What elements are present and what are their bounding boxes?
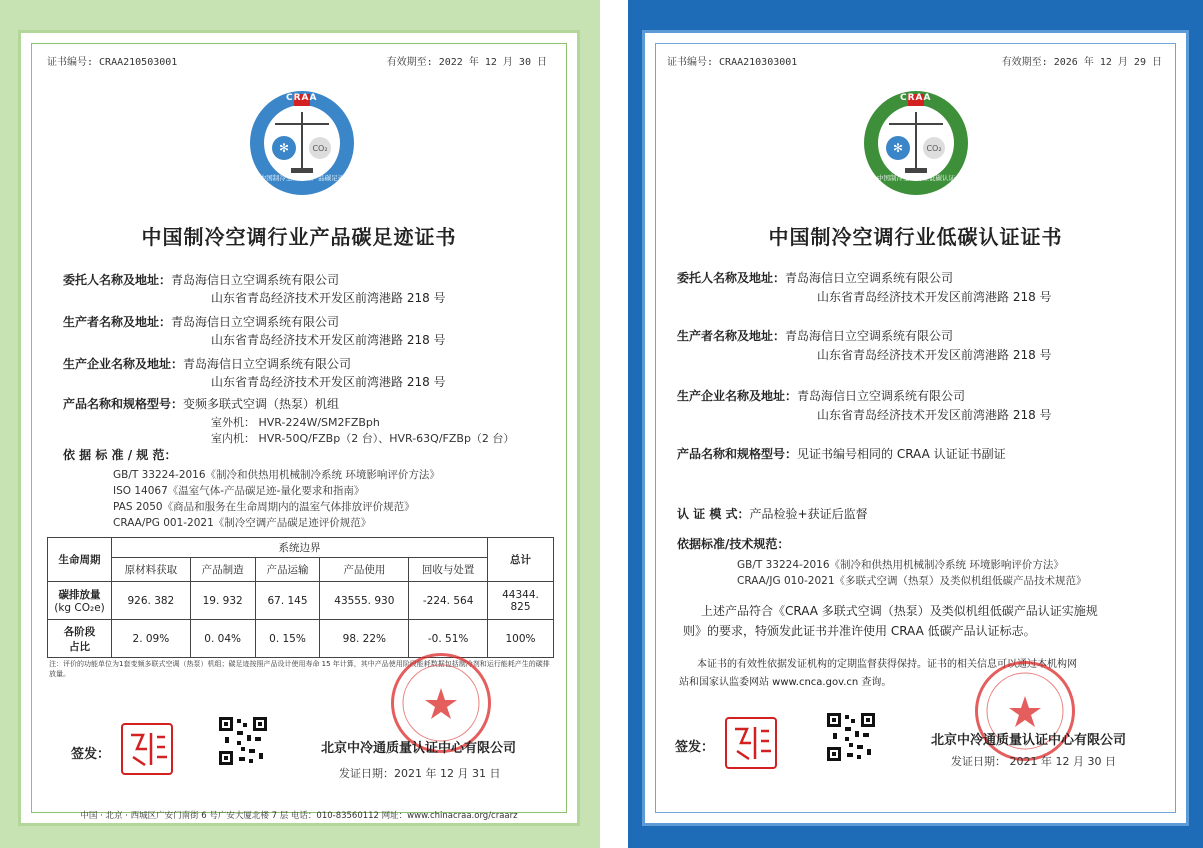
row-label-share: 各阶段 占比	[48, 620, 112, 658]
svg-text:✻: ✻	[278, 141, 290, 155]
table-cell: 44344. 825	[488, 582, 554, 620]
certificate-number: 证书编号: CRAA210503001	[47, 57, 178, 68]
svg-text:CO₂: CO₂	[926, 144, 942, 153]
product-value: 见证书编号相同的 CRAA 认证证书副证	[797, 447, 1006, 461]
factory-label: 生产企业名称及地址：	[63, 357, 184, 371]
client-label: 委托人名称及地址：	[63, 273, 172, 287]
client-address: 山东省青岛经济技术开发区前湾港路 218 号	[817, 290, 1052, 304]
producer-label: 生产者名称及地址：	[63, 315, 172, 329]
table-row	[48, 582, 554, 620]
certificate-footer: 中国 · 北京 · 西城区广安门南街 6 号广安大厦北楼 7 层 电话：010-83560112 网址：www.chinacraa.org/craarz	[80, 811, 518, 821]
factory-field	[677, 387, 965, 405]
product-field	[63, 395, 339, 413]
conformity-statement-line: 则》的要求，特颁发此证书并准许使用 CRAA 低碳产品认证标志。	[683, 624, 1036, 638]
table-row	[48, 620, 554, 658]
boundary-header: 系统边界	[112, 538, 488, 558]
standard-item: ISO 14067《温室气体-产品碳足迹-量化要求和指南》	[113, 485, 365, 497]
factory-name: 青岛海信日立空调系统有限公司	[797, 389, 966, 403]
client-name: 青岛海信日立空调系统有限公司	[171, 273, 340, 287]
row-label-emissions: 碳排放量 (kg CO₂e)	[48, 582, 112, 620]
client-name: 青岛海信日立空调系统有限公司	[785, 271, 954, 285]
product-field	[677, 445, 1006, 463]
producer-field	[677, 327, 953, 345]
certificate-title: 中国制冷空调行业产品碳足迹证书	[141, 225, 457, 249]
certificate-frame	[642, 30, 1189, 826]
producer-field	[63, 313, 339, 331]
factory-address: 山东省青岛经济技术开发区前湾港路 218 号	[817, 408, 1052, 422]
carbon-footprint-certificate	[0, 0, 600, 848]
client-field	[677, 269, 953, 287]
signature-stamp	[725, 717, 777, 769]
validity-note-line: 站和国家认监委网站 www.cnca.gov.cn 查询。	[679, 677, 892, 688]
table-cell: 100%	[488, 620, 554, 658]
validity-note-line: 本证书的有效性依据发证机构的定期监督获得保持。证书的相关信息可以通过本机构网	[697, 659, 1077, 670]
client-label: 委托人名称及地址：	[677, 271, 786, 285]
basis-label: 依据标准/技术规范：	[677, 537, 790, 551]
client-address: 山东省青岛经济技术开发区前湾港路 218 号	[211, 291, 446, 305]
issue-date: 发证日期： 2021 年 12 月 30 日	[951, 755, 1116, 768]
standard-item: PAS 2050《商品和服务在生命周期内的温室气体排放评价规范》	[113, 501, 415, 513]
table-note: 注：评价的功能单位为1套变频多联式空调（热泵）机组；碳足迹按照产品设计使用寿命 15 年计算，其中产品使用阶段能耗数据包括制冷剂和运行能耗产生的碳排放量。	[49, 660, 550, 678]
total-header: 总计	[488, 538, 554, 582]
standard-item: GB/T 33224-2016《制冷和供热用机械制冷系统 环境影响评价方法》	[737, 559, 1064, 571]
sign-label: 签发：	[675, 740, 715, 755]
table-cell: 0. 04%	[190, 620, 255, 658]
mode-field	[677, 505, 868, 523]
producer-name: 青岛海信日立空调系统有限公司	[171, 315, 340, 329]
stage-header: 回收与处置	[409, 558, 488, 582]
product-label: 产品名称和规格型号：	[677, 447, 798, 461]
standard-item: CRAA/JG 010-2021《多联式空调（热泵）及类似机组低碳产品技术规范》	[737, 575, 1087, 587]
signature-stamp	[121, 723, 173, 775]
certificate-frame	[18, 30, 580, 826]
outdoor-unit: 室外机： HVR-224W/SM2FZBph	[211, 416, 380, 429]
product-label: 产品名称和规格型号：	[63, 397, 184, 411]
svg-text:✻: ✻	[892, 141, 904, 155]
factory-name: 青岛海信日立空调系统有限公司	[183, 357, 352, 371]
basis-label: 依 据 标 准 / 规 范：	[63, 448, 177, 462]
table-cell: -0. 51%	[409, 620, 488, 658]
table-cell: 43555. 930	[320, 582, 409, 620]
qr-code	[219, 717, 267, 765]
valid-until: 有效期至: 2022 年 12 月 30 日	[386, 57, 547, 68]
table-cell: 98. 22%	[320, 620, 409, 658]
table-cell: 0. 15%	[255, 620, 320, 658]
table-cell: -224. 564	[409, 582, 488, 620]
standard-item: CRAA/PG 001-2021《制冷空调产品碳足迹评价规范》	[113, 517, 372, 529]
factory-field	[63, 355, 351, 373]
valid-until: 有效期至: 2026 年 12 月 29 日	[1001, 57, 1162, 68]
stage-header: 原材料获取	[112, 558, 191, 582]
client-field	[63, 271, 339, 289]
logo-ring-text: 中国制冷空调行业低碳认证	[877, 174, 955, 182]
table-cell: 67. 145	[255, 582, 320, 620]
factory-label: 生产企业名称及地址：	[677, 389, 798, 403]
lifecycle-emissions-table	[47, 537, 554, 658]
sign-label: 签发：	[71, 747, 111, 762]
producer-label: 生产者名称及地址：	[677, 329, 786, 343]
stage-header: 产品运输	[255, 558, 320, 582]
low-carbon-certificate	[628, 0, 1203, 848]
logo-ring-text: 中国制冷空调行业产品碳足迹	[259, 174, 345, 182]
factory-address: 山东省青岛经济技术开发区前湾港路 218 号	[211, 375, 446, 389]
certificate-title: 中国制冷空调行业低碳认证证书	[768, 225, 1063, 249]
issue-date: 发证日期：2021 年 12 月 31 日	[339, 767, 501, 780]
product-name: 变频多联式空调（热泵）机组	[183, 397, 340, 411]
indoor-unit: 室内机： HVR-50Q/FZBp（2 台）、HVR-63Q/FZBp（2 台）	[211, 432, 515, 445]
conformity-statement-line: 上述产品符合《CRAA 多联式空调（热泵）及类似机组低碳产品认证实施规	[701, 604, 1098, 618]
table-cell: 2. 09%	[112, 620, 191, 658]
logo-top-text: CRAA	[900, 93, 932, 103]
producer-address: 山东省青岛经济技术开发区前湾港路 218 号	[211, 333, 446, 347]
table-cell: 926. 382	[112, 582, 191, 620]
certificate-number: 证书编号: CRAA210303001	[667, 57, 798, 68]
issuing-organization: 北京中冷通质量认证中心有限公司	[321, 741, 517, 756]
stage-header: 产品制造	[190, 558, 255, 582]
lifecycle-header: 生命周期	[48, 538, 112, 582]
stage-header: 产品使用	[320, 558, 409, 582]
logo-top-text: CRAA	[286, 93, 318, 103]
producer-name: 青岛海信日立空调系统有限公司	[785, 329, 954, 343]
standard-item: GB/T 33224-2016《制冷和供热用机械制冷系统 环境影响评价方法》	[113, 469, 440, 481]
mode-value: 产品检验+获证后监督	[749, 507, 868, 521]
svg-text:CO₂: CO₂	[312, 144, 328, 153]
producer-address: 山东省青岛经济技术开发区前湾港路 218 号	[817, 348, 1052, 362]
issuing-organization: 北京中冷通质量认证中心有限公司	[931, 733, 1127, 748]
table-cell: 19. 932	[190, 582, 255, 620]
qr-code	[827, 713, 875, 761]
mode-label: 认 证 模 式：	[677, 507, 750, 521]
